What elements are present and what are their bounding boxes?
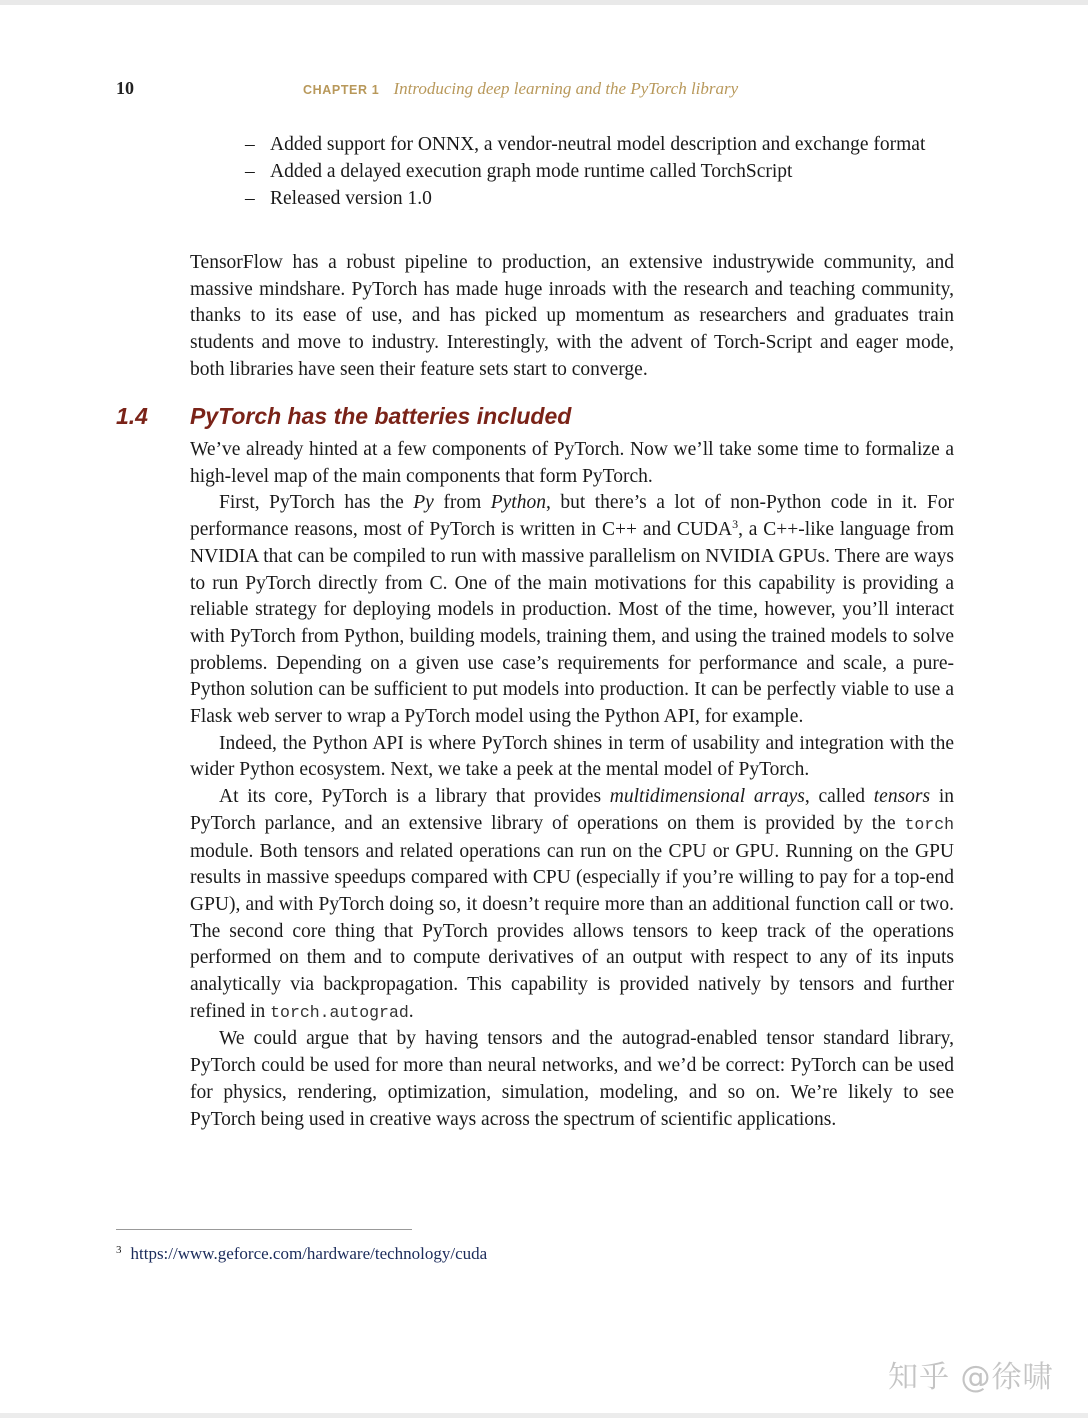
running-header	[303, 79, 738, 99]
chapter-title: Introducing deep learning and the PyTorch library	[393, 79, 739, 98]
footnote-divider	[116, 1229, 412, 1230]
bullet-text: Added support for ONNX, a vendor-neutral model description and exchange format	[270, 134, 926, 155]
section-heading	[116, 403, 956, 430]
body-block-upper	[190, 250, 954, 384]
bullet-text: Released version 1.0	[270, 188, 432, 209]
list-item	[245, 185, 955, 212]
footnote-reference: 3	[732, 517, 739, 532]
section-number: 1.4	[116, 403, 148, 429]
paragraph-python-cpp: First, PyTorch has the Py from Python, but there’s a lot of non-Python code in it. For performance reasons, most of PyTorch is written in C++ and CUDA$^3$, a C++-like language from NVIDIA that can be compiled to run with massive parallelism on NVIDIA GPUs. There are ways to run PyTorch directly from C. One of the main motivations for this capability is providing a reliable strategy for deploying models in production. Most of the time, however, you’ll interact with PyTorch from Python, building models, training them, and using the trained models to solve problems. Depending on a given use case’s requirements for performance and scale, a pure-Python solution can be sufficient to put models into production. It can be perfectly viable to use a Flask web server to wrap a PyTorch model using the Python API, for example.	[190, 492, 954, 728]
paragraph-python-api: Indeed, the Python API is where PyTorch shines in term of usability and integration with the wider Python ecosystem. Next, we take a peek at the mental model of PyTorch.	[190, 732, 954, 781]
page-number: 10	[116, 78, 134, 98]
list-item	[245, 131, 955, 158]
paragraph-scientific-uses: We could argue that by having tensors and the autograd-enabled tensor standard library, PyTorch could be used for more than neural networks, and we’d be correct: PyTorch can be used for physics, rendering, optimization, simulation, modeling, and so on. We’re likely to see PyTorch being used in creative ways across the spectrum of scientific applications.	[190, 1028, 954, 1130]
paragraph-intro: We’ve already hinted at a few components of PyTorch. Now we’ll take some time to formalize a high-level map of the main components that form PyTorch.	[190, 439, 954, 487]
bullet-dash: –	[245, 134, 255, 155]
feature-bullet-list	[245, 131, 955, 212]
top-edge-strip	[0, 0, 1088, 5]
bullet-dash: –	[245, 188, 255, 209]
code-torch-autograd: torch.autograd	[270, 1002, 409, 1022]
chapter-label: CHAPTER 1	[303, 83, 380, 97]
paragraph-tensors: At its core, PyTorch is a library that provides multidimensional arrays, called tensors in PyTorch parlance, and an extensive library of operations on them is provided by the torch module. Both tensors and related operations can run on the CPU or GPU. Running on the GPU results in massive speedups compared with CPU (especially if you’re willing to pay for a top-end GPU), and with PyTorch doing so, it doesn’t require more than an additional function call or two. The second core thing that PyTorch provides allows tensors to keep track of the operations performed on them and to compute derivatives of an output with respect to any of its inputs analytically via backpropagation. This capability is provided natively by tensors and further refined in torch.autograd.	[190, 786, 954, 1022]
footnote-mark: 3	[116, 1244, 122, 1256]
bullet-dash: –	[245, 161, 255, 182]
paragraph-tensorflow-comparison: TensorFlow has a robust pipeline to production, an extensive industrywide community, and massive mindshare. PyTorch has made huge inroads with the research and teaching community, thanks to its ease of use, and has picked up momentum as researchers and graduates train students and move to industry. Interestingly, with the advent of Torch-Script and eager mode, both libraries have seen their feature sets start to converge.	[190, 252, 954, 380]
footnote	[116, 1244, 716, 1264]
list-item	[245, 158, 955, 185]
footnote-link[interactable]: https://www.geforce.com/hardware/technology/cuda	[130, 1244, 488, 1263]
body-block-section	[190, 437, 954, 1133]
section-title: PyTorch has the batteries included	[190, 403, 572, 429]
bullet-text: Added a delayed execution graph mode runtime called TorchScript	[270, 161, 793, 182]
code-torch: torch	[904, 814, 954, 834]
watermark-text: 知乎 @徐啸	[888, 1360, 1054, 1395]
bottom-edge-strip	[0, 1413, 1088, 1418]
